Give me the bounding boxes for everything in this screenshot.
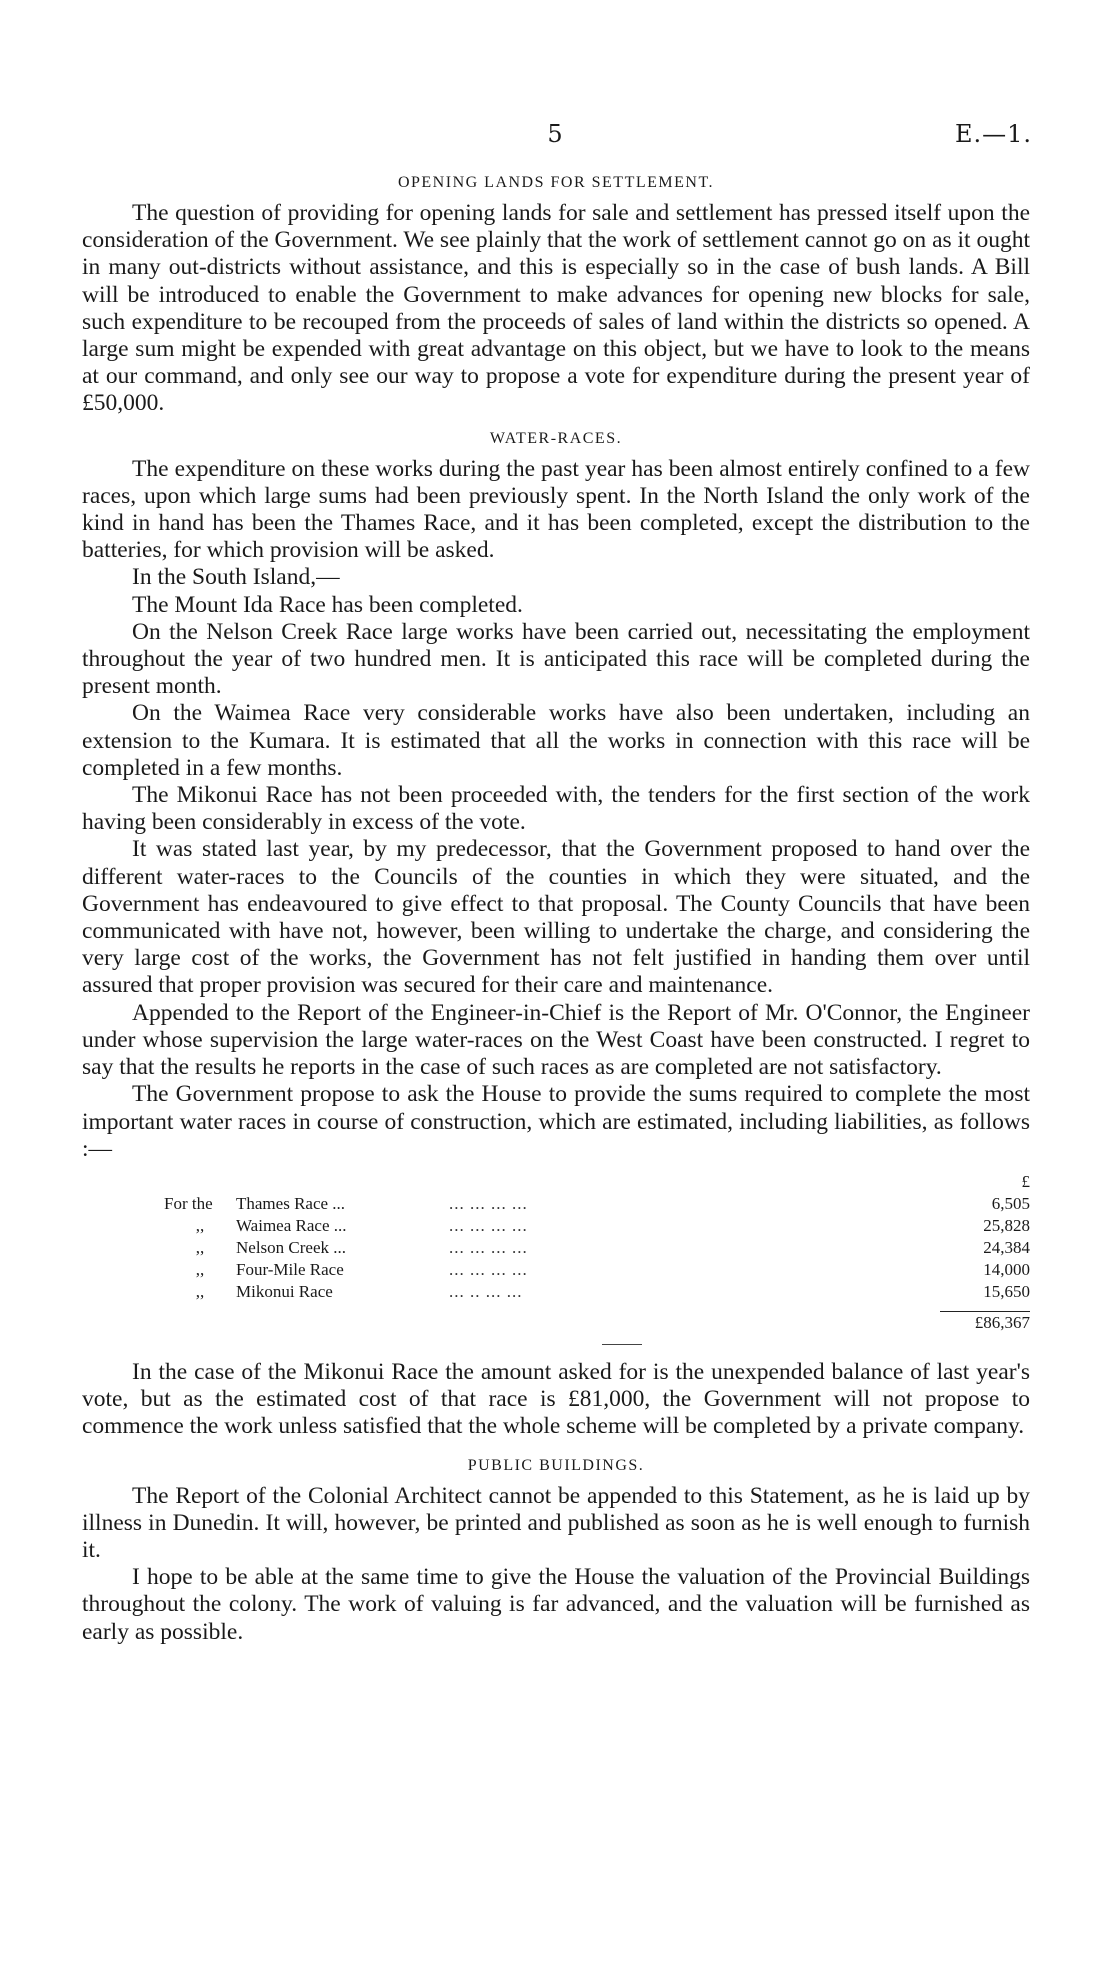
row-prefix: ,, (195, 1281, 205, 1301)
total-rule (940, 1311, 1030, 1312)
paragraph: In the South Island,— (132, 564, 340, 591)
section-heading-opening-lands: OPENING LANDS FOR SETTLEMENT. (397, 174, 715, 191)
paragraph: Appended to the Report of the Engineer-in-Chief is the Report of Mr. O'Connor, the Engineer under whose supervision the large water-races on the West Coast have been constructed. I regret to say that the results he reports in the case of such races as are completed are not satisfactory. (82, 999, 1030, 1081)
paragraph: The Government propose to ask the House to provide the sums required to complete the most important water races in course of construction, which are estimated, including liabilities, as follows :— (82, 1081, 1030, 1162)
row-prefix: ,, (195, 1259, 205, 1279)
race-amount: 6,505 (991, 1193, 1030, 1213)
section-heading-water-races: WATER-RACES. (489, 429, 623, 447)
race-name: Waimea Race ... (236, 1215, 347, 1235)
leader-dots: ... ... ... ... (449, 1237, 528, 1257)
leader-dots: ... .. ... ... (449, 1281, 523, 1301)
paragraph: I hope to be able at the same time to give the House the valuation of the Provincial Buildings throughout the colony. The work of valuing is far advanced, and the valuation will be furnished as early as possible. (82, 1564, 1030, 1645)
water-races-estimate-table (164, 1171, 1030, 1334)
paragraph: In the case of the Mikonui Race the amount asked for is the unexpended balance of last year's vote, but as the estimated cost of that race is £81,000, the Government will not propose to commence the work unless satisfied that the whole scheme will be completed by a private company. (82, 1358, 1030, 1440)
table-header-row (164, 1171, 1030, 1193)
table-total-row (164, 1303, 1030, 1334)
total-amount: £86,367 (974, 1312, 1030, 1332)
paragraph: On the Waimea Race very considerable works have also been undertaken, including an extension to the Kumara. It is estimated that all the works in connection with this race will be completed in a few months. (82, 700, 1030, 781)
row-prefix: For the (164, 1193, 213, 1213)
race-amount: 15,650 (983, 1281, 1030, 1301)
currency-symbol: £ (1021, 1171, 1030, 1191)
race-amount: 24,384 (983, 1237, 1030, 1257)
row-prefix: ,, (195, 1237, 205, 1257)
paragraph: The Mount Ida Race has been completed. (132, 591, 523, 618)
paragraph: It was stated last year, by my predecessor, that the Government proposed to hand over the different water-races to the Councils of the counties in which they were situated, and the Government has endeavoured to give effect to that proposal. The County Councils that have been communicated with have not, however, been willing to undertake the charge, and considering the very large cost of the works, the Government has not felt justified in handing them over until assured that proper provision was secured for their care and maintenance. (82, 836, 1030, 999)
paragraph: On the Nelson Creek Race large works have been carried out, necessitating the employment throughout the year of two hundred men. It is anticipated this race will be completed during the present month. (82, 618, 1030, 700)
table-row (164, 1281, 1030, 1303)
row-prefix: ,, (195, 1215, 205, 1235)
race-name: Mikonui Race (236, 1281, 333, 1301)
table-row (164, 1215, 1030, 1237)
document-reference: E.—1. (954, 120, 1032, 148)
table-row (164, 1237, 1030, 1259)
race-name: Thames Race ... (236, 1193, 346, 1213)
race-name: Four-Mile Race (236, 1259, 344, 1279)
race-name: Nelson Creek ... (236, 1237, 347, 1257)
leader-dots: ... ... ... ... (449, 1215, 528, 1235)
paragraph: The expenditure on these works during the past year has been almost entirely confined to a few races, upon which large sums had been previously spent. In the North Island the only work of the kind in hand has been the Thames Race, and it has been completed, except the distribution to the batteries, for which provision will be asked. (82, 455, 1030, 564)
paragraph: The Mikonui Race has not been proceeded with, the tenders for the first section of the work having been considerably in excess of the vote. (82, 782, 1030, 836)
paragraph: The question of providing for opening lands for sale and settlement has pressed itself upon the consideration of the Government. We see plainly that the work of settlement cannot go on as it ought in many out-districts without assistance, and this is especially so in the case of bush lands. A Bill will be introduced to enable the Government to make advances for opening new blocks for sale, such expenditure to be recouped from the proceeds of sales of land within the districts so opened. A large sum might be expended with great advantage on this object, but we have to look to the means at our command, and only see our way to propose a vote for expenditure during the present year of £50,000. (82, 200, 1030, 417)
table-row (164, 1193, 1030, 1215)
section-heading-public-buildings: PUBLIC BUILDINGS. (467, 1456, 645, 1474)
document-body (82, 172, 1030, 1646)
page-number: 5 (547, 120, 563, 148)
leader-dots: ... ... ... ... (449, 1193, 528, 1213)
race-amount: 25,828 (983, 1215, 1030, 1235)
table-row (164, 1259, 1030, 1281)
race-amount: 14,000 (983, 1259, 1030, 1279)
paragraph: The Report of the Colonial Architect cannot be appended to this Statement, as he is laid up by illness in Dunedin. It will, however, be printed and published as soon as he is well enough to furnish it. (82, 1482, 1030, 1563)
section-divider (602, 1344, 642, 1345)
leader-dots: ... ... ... ... (449, 1259, 528, 1279)
